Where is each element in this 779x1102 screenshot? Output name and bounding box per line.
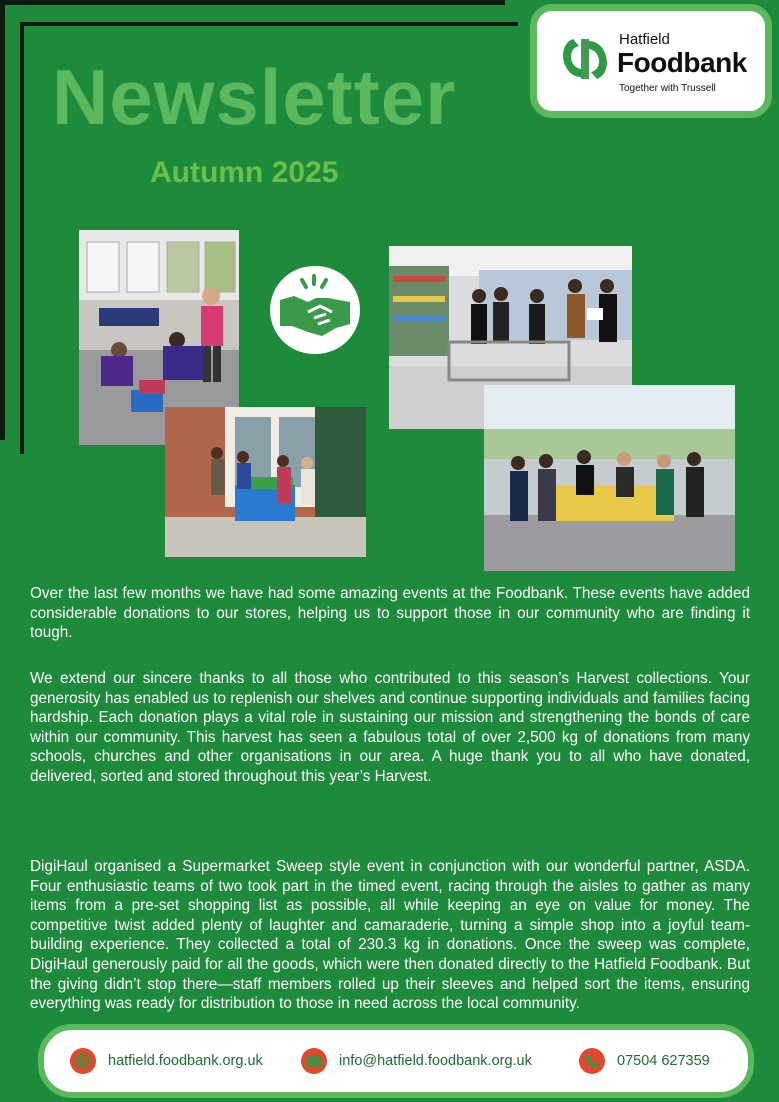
contact-email[interactable] xyxy=(301,1048,532,1074)
logo-tagline: Together with Trussell xyxy=(619,83,716,94)
envelope-icon xyxy=(301,1048,327,1074)
page-subtitle: Autumn 2025 xyxy=(150,156,339,189)
contact-website[interactable] xyxy=(70,1048,263,1074)
email-text[interactable]: info@hatfield.foodbank.org.uk xyxy=(339,1053,532,1069)
page-title: Newsletter xyxy=(52,53,457,141)
corner-line-top-inner xyxy=(20,22,518,26)
paragraph-intro: Over the last few months we have had some amazing events at the Foodbank. These events have added considerable donations to our stores, helping us to support those in our community who are finding it tough. xyxy=(30,585,750,642)
website-text[interactable]: hatfield.foodbank.org.uk xyxy=(108,1053,263,1069)
phone-icon xyxy=(579,1048,605,1074)
foodbank-logo xyxy=(530,4,772,118)
globe-icon xyxy=(70,1048,96,1074)
paragraph-harvest: We extend our sincere thanks to all those who contributed to this season’s Harvest collections. Your generosity has enabled us to replenish our shelves and continue supporting individuals and families facing hardship. Each donation plays a vital role in sustaining our mission and strengthening the bonds of care within our community. This harvest has seen a fabulous total of over 2,500 kg of donations from many schools, churches and other organisations in our area. A huge thank you to all who have donated, delivered, sorted and stored throughout this year’s Harvest. xyxy=(30,670,750,785)
corner-line-left-inner xyxy=(20,22,24,454)
logo-foodbank: Foodbank xyxy=(617,47,747,78)
logo-hatfield: Hatfield xyxy=(619,31,670,48)
contact-footer xyxy=(38,1024,754,1098)
photo-group-trolleys xyxy=(484,385,735,571)
contact-phone[interactable] xyxy=(579,1048,710,1074)
corner-line-left xyxy=(0,0,5,440)
paragraph-supermarket-sweep: DigiHaul organised a Supermarket Sweep style event in conjunction with our wonderful partner, ASDA. Four enthusiastic teams of two took part in the timed event, racing through the aisles to gather as many items from a pre-set shopping list as possible, all while keeping an eye on value for money. The competitive twist added plenty of laughter and camaraderie, turning a simple shop into a joyful team-building experience. They collected a total of 230.3 kg in donations. Once the sweep was complete, DigiHaul generously paid for all the goods, which were then donated directly to the Hatfield Foodbank. But the giving didn’t stop there—staff members rolled up their sleeves and helped sort the items, ensuring everything was ready for distribution to those in need across the local community. xyxy=(30,858,750,1013)
handshake-icon xyxy=(270,266,360,354)
photo-school-harvest xyxy=(165,407,366,557)
corner-line-top xyxy=(0,0,505,5)
phone-text[interactable]: 07504 627359 xyxy=(617,1053,710,1069)
foodbank-logo-icon xyxy=(559,33,611,85)
